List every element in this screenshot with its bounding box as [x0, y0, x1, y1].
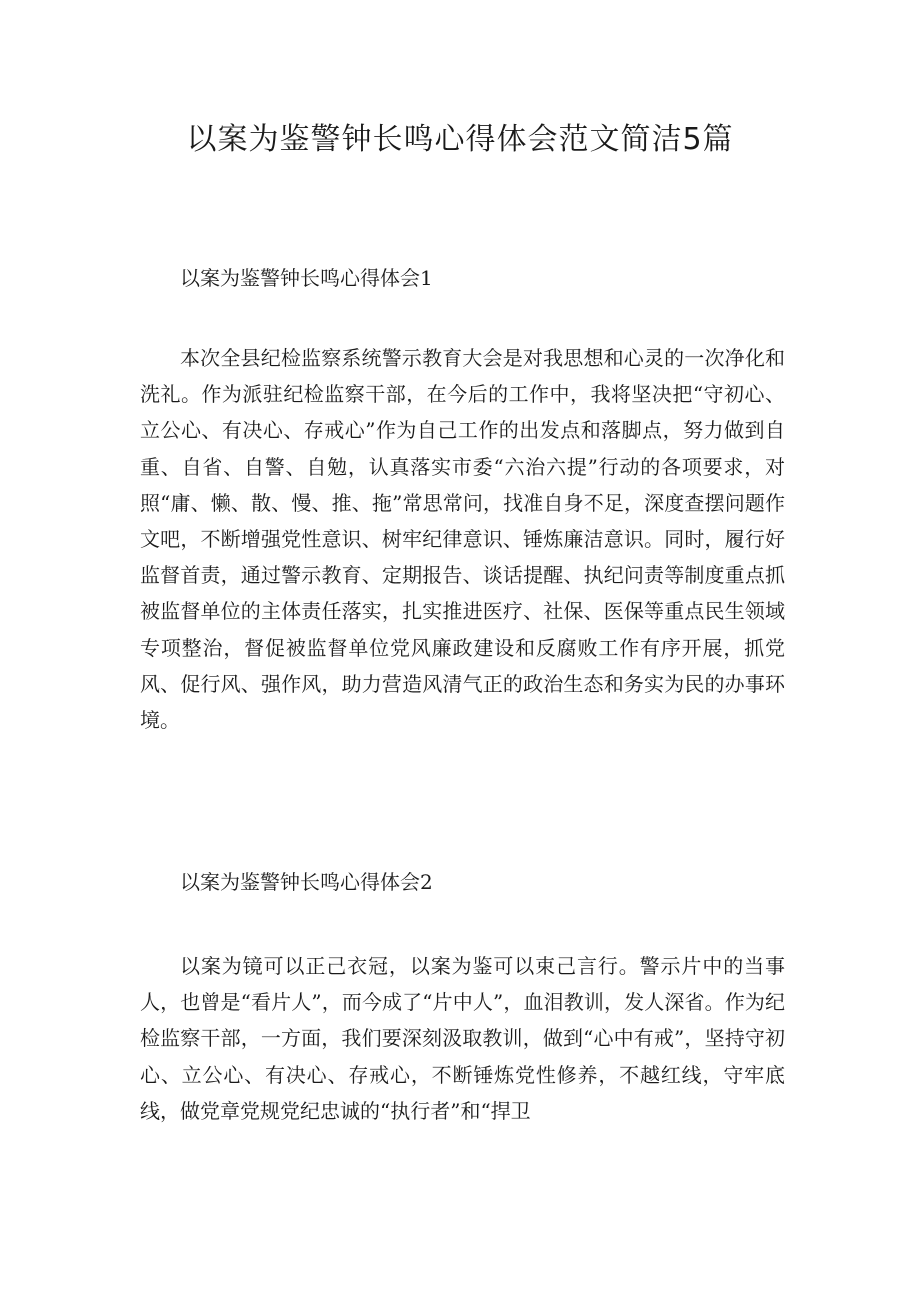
document-title: 以案为鉴警钟长鸣心得体会范文简洁5篇 [186, 122, 734, 157]
section-heading-1: 以案为鉴警钟长鸣心得体会1 [180, 266, 433, 290]
section-heading-2: 以案为鉴警钟长鸣心得体会2 [180, 870, 433, 894]
section-body-2: 以案为镜可以正己衣冠，以案为鉴可以束己言行。警示片中的当事人，也曾是“看片人”，而今成了“片中人”，血泪教训，发人深省。作为纪检监察干部，一方面，我们要深刻汲取教训，做到“心中有戒”，坚持守初心、立公心、有决心、存戒心，不断锤炼党性修养，不越红线，守牢底线，做党章党规党纪忠诚的“执行者”和“捍卫 [140, 954, 785, 1123]
section-body-1: 本次全县纪检监察系统警示教育大会是对我思想和心灵的一次净化和洗礼。作为派驻纪检监察干部，在今后的工作中，我将坚决把“守初心、立公心、有决心、存戒心”作为自己工作的出发点和落脚点，努力做到自重、自省、自警、自勉，认真落实市委“六治六提”行动的各项要求，对照“庸、懒、散、慢、推、拖”常思常问，找准自身不足，深度查摆问题作文吧，不断增强党性意识、树牢纪律意识、锤炼廉洁意识。同时，履行好监督首责，通过警示教育、定期报告、谈话提醒、执纪问责等制度重点抓被监督单位的主体责任落实，扎实推进医疗、社保、医保等重点民生领域专项整治，督促被监督单位党风廉政建设和反腐败工作有序开展，抓党风、促行风、强作风，助力营造风清气正的政治生态和务实为民的办事环境。 [140, 346, 785, 733]
